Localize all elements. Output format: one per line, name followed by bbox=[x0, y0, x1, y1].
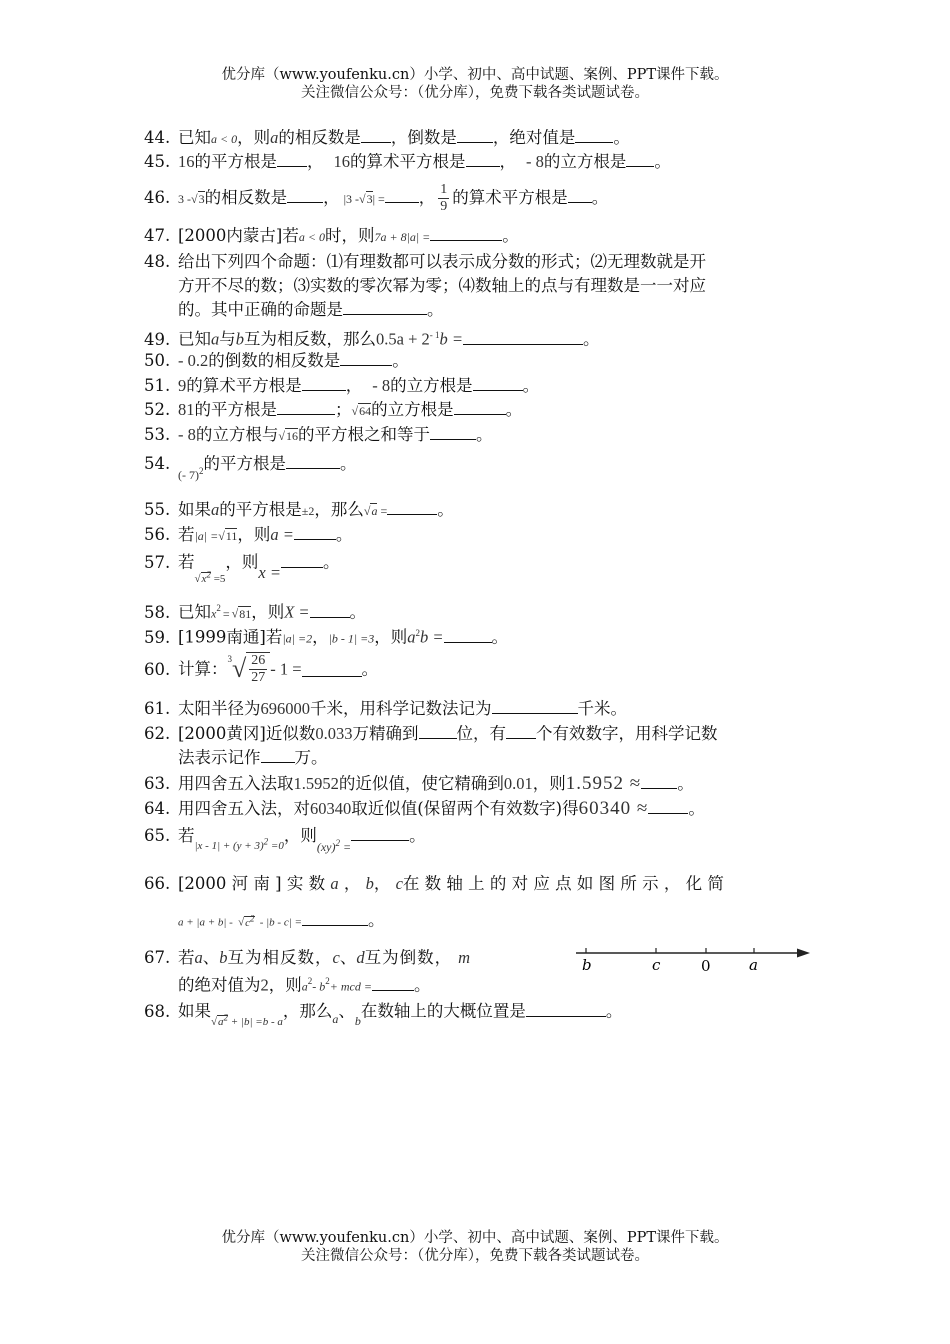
question-55: 55. 如果a的平方根是±2，那么√a = 。 bbox=[144, 500, 454, 519]
answer-blank[interactable] bbox=[343, 300, 427, 315]
text: 取近似值(保留两个有效数字)得 bbox=[351, 799, 579, 818]
formula: |3 - bbox=[343, 192, 359, 206]
exponent: 2 bbox=[335, 838, 340, 848]
var-a: a bbox=[218, 1015, 224, 1028]
text: 。 bbox=[437, 500, 454, 519]
formula: b = bbox=[420, 627, 444, 647]
question-number: 52. bbox=[144, 400, 171, 419]
answer-blank[interactable] bbox=[466, 152, 500, 167]
number: 81 bbox=[178, 400, 195, 419]
answer-blank[interactable] bbox=[473, 376, 523, 391]
denominator: 27 bbox=[251, 670, 266, 685]
fraction-1-9 bbox=[438, 182, 449, 215]
answer-blank[interactable] bbox=[302, 376, 346, 391]
answer-blank[interactable] bbox=[568, 188, 592, 203]
var-b: b bbox=[219, 948, 228, 967]
answer-blank[interactable] bbox=[310, 603, 350, 618]
question-52: 52. 81的平方根是 ；√64的立方根是 。 bbox=[144, 400, 523, 419]
formula: √a2 + |b| =b - a bbox=[211, 1012, 283, 1028]
text: 的算术平方根是 bbox=[452, 188, 568, 207]
formula: a = bbox=[270, 525, 294, 544]
answer-blank[interactable] bbox=[463, 330, 583, 345]
question-number: 50. bbox=[144, 351, 171, 370]
answer-blank[interactable] bbox=[286, 454, 340, 469]
answer-blank[interactable] bbox=[294, 525, 336, 540]
exponent: 2 bbox=[206, 569, 211, 579]
text: 的。其中正确的命题是 bbox=[178, 300, 343, 319]
text: 若 bbox=[178, 826, 195, 845]
answer-blank[interactable] bbox=[372, 976, 414, 991]
header-line-2: 关注微信公众号：（优分库），免费下载各类试题试卷。 bbox=[301, 85, 649, 101]
number: 60340 bbox=[310, 799, 352, 818]
question-59 bbox=[144, 622, 814, 651]
answer-blank[interactable] bbox=[302, 911, 368, 926]
number: 1.5952 bbox=[293, 774, 339, 793]
sqrt-3: 3 bbox=[366, 192, 373, 206]
sqrt-81: 81 bbox=[239, 606, 252, 621]
answer-blank[interactable] bbox=[430, 425, 476, 440]
question-number: 48. bbox=[144, 252, 171, 271]
text: ，则 bbox=[374, 627, 408, 647]
var-a: a bbox=[301, 979, 308, 994]
text: 的倒数的相反数是 bbox=[208, 351, 341, 370]
text: 给出下列四个命题：⑴有理数都可以表示成分数的形式；⑵无理数就是开 bbox=[178, 252, 706, 271]
text: [2000 河 南 ] 实 数 bbox=[178, 874, 326, 893]
question-number: 56. bbox=[144, 525, 171, 544]
question-number: 61. bbox=[144, 699, 171, 718]
formula bbox=[178, 468, 204, 482]
question-68 bbox=[144, 998, 814, 1026]
radicand bbox=[246, 652, 270, 686]
footer-line-1: 优分库（www.youfenku.cn）小学、初中、高中试题、案例、PPT课件下载。 bbox=[221, 1230, 729, 1246]
arrow-icon bbox=[797, 949, 810, 958]
formula: |a| = bbox=[194, 529, 219, 543]
number: 16 bbox=[333, 152, 350, 171]
question-49 bbox=[144, 324, 814, 351]
question-number: 65. bbox=[144, 826, 171, 845]
question-number: 46. bbox=[144, 188, 171, 207]
text: 的算术平方根是 bbox=[350, 152, 466, 171]
answer-blank[interactable] bbox=[648, 799, 688, 814]
text: ，倒数是 bbox=[390, 128, 457, 147]
answer-blank[interactable] bbox=[454, 400, 506, 415]
exponent: 2 bbox=[415, 628, 421, 638]
text: 互为倒数， bbox=[364, 948, 453, 967]
var-c: c bbox=[332, 948, 340, 967]
question-66: 66. [2000 河 南 ] 实 数 a ， b， c在 数 轴 上 的 对 应 点 如 图 所 示 ， 化 简 $a + |a + b| - √c^2 - |b - c|$ = 。 bbox=[144, 874, 724, 930]
formula: 7a + 8|a| = bbox=[374, 230, 431, 244]
text: 的立方根是 bbox=[390, 376, 473, 395]
sqrt-3: 3 bbox=[198, 192, 205, 206]
text: 计算： bbox=[178, 659, 228, 679]
answer-blank[interactable] bbox=[277, 152, 307, 167]
text: 。 bbox=[323, 552, 340, 572]
question-number: 53. bbox=[144, 425, 171, 444]
text: 。 bbox=[502, 226, 519, 245]
question-number: 44. bbox=[144, 128, 171, 147]
formula: - |b - c| = bbox=[259, 916, 302, 929]
formula: x = bbox=[258, 562, 281, 582]
question-number: 49. bbox=[144, 329, 171, 349]
exponent: 2 bbox=[263, 836, 269, 847]
question-number: 66. bbox=[144, 874, 171, 893]
question-61 bbox=[144, 697, 814, 720]
question-number: 55. bbox=[144, 500, 171, 519]
answer-blank[interactable] bbox=[361, 128, 391, 143]
question-54 bbox=[144, 450, 814, 482]
question-46: 46. 3 -√3的相反数是 ， |3 -√3| = ， $\frac{1}{9}$ 的算术平方根是 。 bbox=[144, 182, 609, 214]
text: 的近似值，使它精确到 bbox=[338, 774, 504, 793]
sqrt-64: 64 bbox=[359, 404, 372, 418]
text: 法表示记作 bbox=[178, 748, 261, 767]
sqrt-11: 11 bbox=[225, 529, 238, 543]
label-0: 0 bbox=[701, 957, 711, 975]
denominator: 9 bbox=[440, 199, 448, 214]
text: 的平方根之和等于 bbox=[297, 425, 430, 444]
question-58: 58. 已知$x^2 = √81$，则X = 。 bbox=[144, 602, 367, 622]
formula: b = bbox=[439, 329, 464, 349]
answer-blank[interactable] bbox=[385, 188, 419, 203]
text: ，那么 bbox=[282, 1001, 333, 1021]
sqrt-c2 bbox=[244, 913, 255, 929]
text: ， bbox=[307, 152, 324, 171]
text: 。 bbox=[409, 826, 426, 845]
text: 时，则 bbox=[324, 226, 375, 245]
answer-blank[interactable] bbox=[387, 500, 437, 515]
numerator: 1 bbox=[440, 182, 448, 197]
question-number: 63. bbox=[144, 774, 171, 793]
label-a: a bbox=[749, 956, 758, 974]
base: (- 7) bbox=[178, 468, 199, 482]
number: - 8 bbox=[178, 425, 196, 444]
text: ， bbox=[323, 188, 340, 207]
var-a: a bbox=[270, 128, 279, 147]
text: 用四舍五入法取 bbox=[178, 774, 294, 793]
formula bbox=[194, 836, 284, 852]
text: ， bbox=[312, 627, 329, 647]
question-60: 60. 计算：$^3$√ $\frac{26}{27}$ - 1 = 。 bbox=[144, 653, 379, 685]
text: 已知 bbox=[178, 329, 211, 349]
formula: a + |a + b| - bbox=[178, 916, 233, 929]
text: ，则 bbox=[225, 552, 259, 572]
var-c: c bbox=[395, 874, 403, 893]
text: 。 bbox=[475, 425, 493, 444]
text: 万精确到 bbox=[352, 724, 419, 743]
answer-blank[interactable] bbox=[287, 188, 323, 203]
text: 千米，用科学记数法记为 bbox=[310, 699, 492, 718]
text: 。 bbox=[583, 329, 600, 349]
var-b: b bbox=[354, 1013, 361, 1028]
formula: √x2 =5 bbox=[194, 569, 226, 585]
answer-blank[interactable] bbox=[430, 226, 502, 241]
text: 。 bbox=[605, 1001, 623, 1021]
text: 的平方根是 bbox=[194, 152, 277, 171]
question-number: 51. bbox=[144, 376, 171, 395]
text: 若 bbox=[178, 525, 195, 544]
question-number: 47. bbox=[144, 226, 171, 245]
expression: (xy) bbox=[316, 840, 336, 854]
var-a: a bbox=[330, 874, 339, 893]
var-a: a bbox=[211, 500, 220, 519]
question-47 bbox=[144, 224, 814, 249]
text: 如果 bbox=[178, 1001, 211, 1021]
text: 千米。 bbox=[577, 699, 627, 718]
formula: |a| =2 bbox=[282, 631, 313, 646]
sqrt-16: 16 bbox=[285, 429, 298, 443]
answer-blank[interactable] bbox=[419, 724, 457, 739]
formula: a < 0 bbox=[298, 230, 325, 244]
formula: 3 - bbox=[178, 192, 191, 206]
text: 。 bbox=[349, 602, 367, 622]
text: ，则 bbox=[268, 975, 302, 995]
exponent: 2 bbox=[216, 603, 221, 613]
text: 。 bbox=[522, 376, 540, 395]
question-number: 59. bbox=[144, 627, 171, 647]
question-number: 62. bbox=[144, 724, 171, 743]
var-x: x bbox=[211, 606, 217, 621]
fraction-26-27 bbox=[249, 653, 267, 686]
question-44 bbox=[144, 126, 814, 151]
text: 。 bbox=[677, 774, 694, 793]
var-m: m bbox=[458, 948, 470, 967]
text: 太阳半径为 bbox=[178, 699, 261, 718]
text: 的算术平方根是 bbox=[186, 376, 302, 395]
formula: 0.5a + 2 bbox=[376, 329, 430, 349]
sqrt-a2 bbox=[217, 1012, 229, 1028]
text: 、 bbox=[338, 1001, 355, 1021]
header-line-1: 优分库（www.youfenku.cn）小学、初中、高中试题、案例、PPT课件下载。 bbox=[221, 67, 729, 83]
var-c: c bbox=[245, 916, 250, 929]
formula bbox=[317, 840, 351, 854]
text: [2000内蒙古]若 bbox=[178, 226, 299, 245]
answer-blank[interactable] bbox=[526, 1002, 606, 1017]
text: 如果 bbox=[178, 500, 211, 519]
answer-blank[interactable] bbox=[641, 774, 677, 789]
question-45 bbox=[144, 150, 814, 173]
label-c: c bbox=[652, 956, 661, 974]
question-number: 64. bbox=[144, 799, 171, 818]
question-51 bbox=[144, 374, 814, 397]
text: ，则 bbox=[237, 525, 271, 544]
question-number: 67. bbox=[144, 948, 171, 967]
question-number: 54. bbox=[144, 454, 171, 473]
exponent: - 1 bbox=[429, 330, 440, 340]
answer-blank[interactable] bbox=[281, 553, 323, 568]
footer-line-2: 关注微信公众号：（优分库），免费下载各类试题试卷。 bbox=[301, 1248, 649, 1264]
answer-blank[interactable] bbox=[351, 826, 409, 841]
question-48 bbox=[144, 250, 814, 321]
formula: X = bbox=[284, 602, 310, 622]
question-50 bbox=[144, 349, 814, 372]
var-b: b bbox=[235, 329, 244, 349]
text: 、 bbox=[339, 948, 357, 967]
number: - 8 bbox=[372, 376, 391, 395]
question-62 bbox=[144, 722, 814, 769]
expression: + |b| =b - a bbox=[230, 1015, 283, 1028]
text: 与 bbox=[219, 329, 236, 349]
formula: 60340 ≈ bbox=[578, 798, 649, 819]
text: ， bbox=[345, 376, 363, 395]
var-a: a bbox=[194, 948, 203, 967]
question-number: 45. bbox=[144, 152, 171, 171]
formula: - b bbox=[312, 979, 326, 994]
label-b: b bbox=[582, 956, 592, 974]
text: 。 bbox=[688, 799, 705, 818]
text: ， bbox=[373, 874, 391, 893]
question-number: 57. bbox=[144, 552, 171, 572]
text: 在数轴上的大概位置是 bbox=[360, 1001, 526, 1021]
question-number: 60. bbox=[144, 659, 171, 679]
formula: =5 bbox=[213, 572, 226, 585]
text: ， bbox=[418, 188, 436, 207]
expression: |x - 1| + (y + 3) bbox=[194, 840, 264, 852]
text: 。 bbox=[613, 128, 630, 147]
text: 。 bbox=[505, 400, 523, 419]
text: ，那么 bbox=[314, 500, 364, 519]
sqrt-a: a bbox=[371, 504, 378, 518]
text: 、 bbox=[202, 948, 220, 967]
answer-blank[interactable] bbox=[575, 128, 613, 143]
formula: = bbox=[380, 504, 388, 518]
text: ， bbox=[499, 152, 516, 171]
text: 。 bbox=[654, 152, 671, 171]
answer-blank[interactable] bbox=[261, 748, 295, 763]
number: 16 bbox=[178, 152, 195, 171]
var-x: x bbox=[201, 572, 207, 585]
question-number: 68. bbox=[144, 1001, 171, 1021]
number: - 0.2 bbox=[178, 351, 209, 370]
text: 。 bbox=[361, 659, 379, 679]
text: [1999南通]若 bbox=[178, 627, 283, 647]
text: 。 bbox=[392, 351, 409, 370]
text: 。 bbox=[491, 627, 509, 647]
formula: + mcd = bbox=[329, 979, 372, 994]
exponent: 2 bbox=[307, 976, 313, 986]
text: 已知 bbox=[178, 128, 211, 147]
text: 。 bbox=[367, 910, 385, 930]
text: 位，有 bbox=[456, 724, 506, 743]
text: 。 bbox=[427, 300, 444, 319]
text: 的平方根是 bbox=[194, 400, 277, 419]
text: 用四舍五入法，对 bbox=[178, 799, 310, 818]
formula: ±2 bbox=[301, 504, 315, 518]
text: 。 bbox=[591, 188, 609, 207]
page-header bbox=[0, 66, 950, 102]
number: 696000 bbox=[260, 699, 310, 718]
var-a: a bbox=[407, 627, 416, 647]
var-d: d bbox=[356, 948, 365, 967]
answer-blank[interactable] bbox=[492, 699, 578, 714]
question-65 bbox=[144, 822, 814, 854]
expression: = bbox=[343, 840, 352, 854]
text: 的平方根是 bbox=[203, 454, 286, 473]
formula: = bbox=[222, 606, 230, 621]
text: 的相反数是 bbox=[278, 128, 361, 147]
page-footer bbox=[0, 1229, 950, 1265]
exponent: 2 bbox=[199, 466, 204, 476]
var-a: a bbox=[332, 1011, 339, 1026]
question-number: 58. bbox=[144, 602, 171, 622]
answer-blank[interactable] bbox=[277, 400, 335, 415]
question-53: 53. - 8的立方根与√16的平方根之和等于 。 bbox=[144, 425, 493, 444]
text: ，则 bbox=[283, 826, 317, 845]
number: 0.01 bbox=[503, 774, 533, 793]
text: ，则 bbox=[237, 128, 271, 147]
text: 的立方根是 bbox=[543, 152, 627, 171]
numerator: 26 bbox=[251, 653, 266, 668]
text: 方开不尽的数；⑶实数的零次幂为零；⑷数轴上的点与有理数是一一对应 bbox=[178, 276, 706, 295]
exponent: 2 bbox=[250, 913, 255, 923]
exponent: 2 bbox=[223, 1012, 229, 1022]
answer-blank[interactable] bbox=[302, 662, 362, 677]
text: ，绝对值是 bbox=[492, 128, 576, 147]
text: 万。 bbox=[294, 748, 328, 767]
text: 的相反数是 bbox=[204, 188, 288, 207]
text: 的立方根是 bbox=[371, 400, 454, 419]
formula: 1.5952 ≈ bbox=[565, 773, 642, 794]
formula: a < 0 bbox=[211, 132, 238, 146]
var-b: b bbox=[365, 874, 374, 893]
text: 已知 bbox=[178, 602, 211, 622]
question-56: 56. 若|a| =√11，则a = 。 bbox=[144, 525, 353, 544]
text: ，则 bbox=[532, 774, 566, 793]
answer-blank[interactable] bbox=[457, 128, 493, 143]
text: 在 数 轴 上 的 对 应 点 如 图 所 示 ， 化 简 bbox=[402, 874, 724, 893]
text: 的平方根是 bbox=[219, 500, 302, 519]
text: ，则 bbox=[251, 602, 285, 622]
question-64 bbox=[144, 797, 814, 820]
text: [2000黄冈]近似数 bbox=[178, 724, 316, 743]
expression: =0 bbox=[270, 840, 284, 852]
question-57 bbox=[144, 549, 814, 585]
text: 。 bbox=[340, 454, 357, 473]
text: 个有效数字，用科学记数 bbox=[536, 724, 718, 743]
answer-blank[interactable] bbox=[626, 152, 654, 167]
text: 若 bbox=[178, 552, 195, 572]
answer-blank[interactable] bbox=[340, 351, 392, 366]
answer-blank[interactable] bbox=[506, 724, 536, 739]
var-a: a bbox=[211, 329, 220, 349]
answer-blank[interactable] bbox=[444, 628, 492, 643]
question-63 bbox=[144, 772, 814, 795]
text: 互为相反数， bbox=[227, 948, 333, 967]
number: 2 bbox=[260, 975, 269, 995]
number: 0.033 bbox=[315, 724, 353, 743]
text: 的立方根与 bbox=[195, 425, 279, 444]
formula: - 1 = bbox=[270, 659, 302, 679]
text: 。 bbox=[413, 975, 431, 995]
text: 互为相反数，那么 bbox=[244, 329, 376, 349]
formula: | = bbox=[372, 192, 385, 206]
text: ； bbox=[335, 400, 352, 419]
text: 的绝对值为 bbox=[178, 975, 261, 995]
root-index: 3 bbox=[227, 653, 232, 664]
sqrt-x2 bbox=[201, 569, 211, 585]
text: ， bbox=[343, 874, 361, 893]
formula: |b - 1| =3 bbox=[328, 631, 375, 646]
text: 。 bbox=[335, 525, 353, 544]
number: 9 bbox=[178, 376, 187, 395]
text: 若 bbox=[178, 948, 195, 967]
number-line-figure bbox=[572, 940, 817, 976]
exponent: 2 bbox=[325, 976, 330, 986]
number: - 8 bbox=[526, 152, 544, 171]
